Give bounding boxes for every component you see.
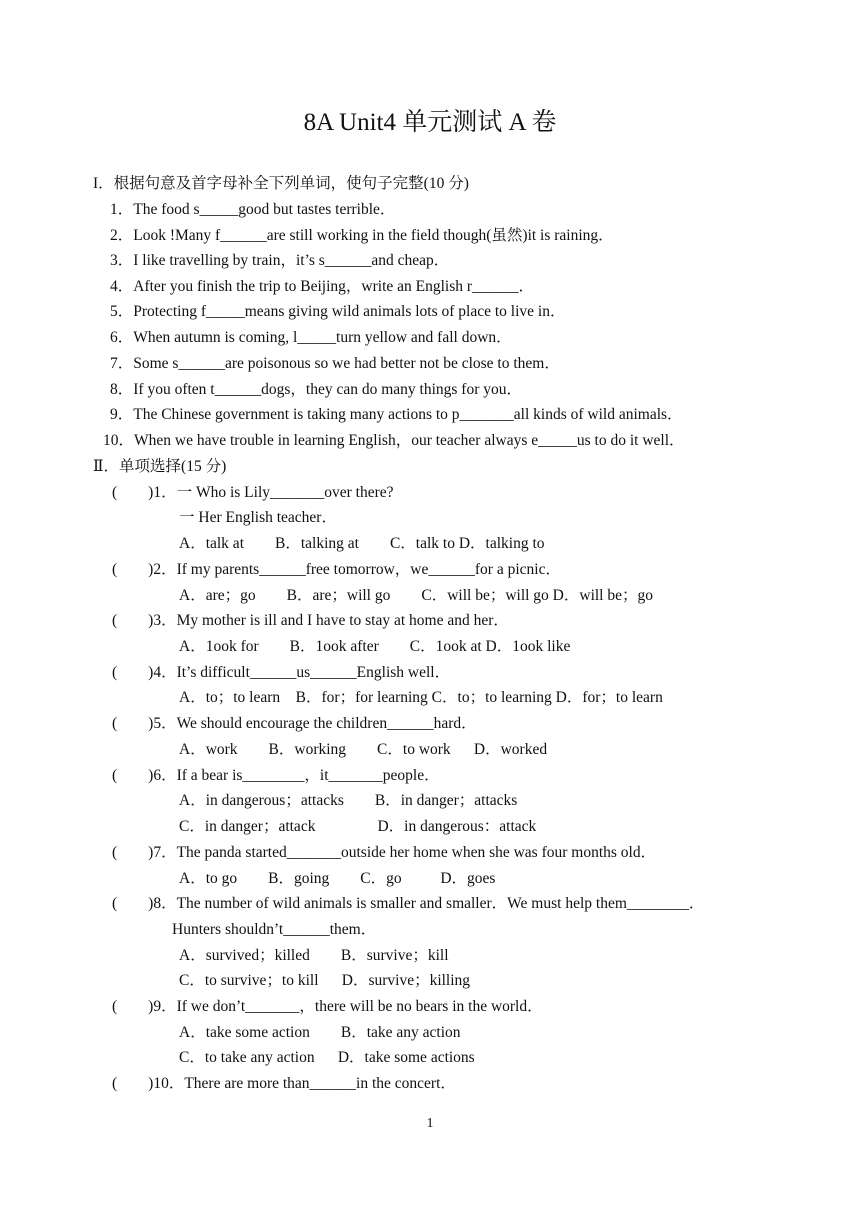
choice-question-6-options-ab: A．in dangerous；attacks B．in danger；attacks <box>179 792 518 809</box>
fill-question-9: 9．The Chinese government is taking many actions to p_______all kinds of wild animals． <box>110 406 683 423</box>
choice-question-8: ( )8．The number of wild animals is smaller and smaller．We must help them________． <box>112 895 705 912</box>
fill-question-8: 8．If you often t______dogs，they can do many things for you． <box>110 381 522 398</box>
choice-question-9-options-ab: A．take some action B．take any action <box>179 1024 461 1041</box>
fill-question-2: 2．Look !Many f______are still working in the field though(虽然)it is raining． <box>110 227 614 244</box>
choice-question-5-options: A．work B．working C．to work D．worked <box>179 741 548 758</box>
choice-question-9-options-cd: C．to take any action D．take some actions <box>179 1049 475 1066</box>
choice-question-6: ( )6．If a bear is________，it_______people． <box>112 767 440 784</box>
choice-question-1: ( )1．一 Who is Lily_______over there? <box>112 484 394 501</box>
choice-question-8-options-cd: C．to survive；to kill D．survive；killing <box>179 972 471 989</box>
choice-question-8-options-ab: A．survived；killed B．survive；kill <box>179 947 449 964</box>
choice-question-6-options-cd: C．in danger；attack D．in dangerous：attack <box>179 818 537 835</box>
fill-question-4: 4．After you finish the trip to Beijing，write an English r______． <box>110 278 535 295</box>
choice-question-3: ( )3．My mother is ill and I have to stay at home and her． <box>112 612 509 629</box>
choice-question-2-options: A．are；go B．are；will go C．will be；will go D．will be；go <box>179 587 653 604</box>
choice-question-4-options: A．to；to learn B．for；for learning C．to；to learning D．for；to learn <box>179 689 663 706</box>
section-1-heading: I．根据句意及首字母补全下列单词，使句子完整(10 分) <box>93 175 469 192</box>
fill-question-10: 10．When we have trouble in learning English，our teacher always e_____us to do it well． <box>103 432 685 449</box>
choice-question-1-options: A．talk at B．talking at C．talk to D．talking to <box>179 535 545 552</box>
page-title: 8A Unit4 单元测试 A 卷 <box>303 109 557 136</box>
choice-question-7: ( )7．The panda started_______outside her home when she was four months old． <box>112 844 657 861</box>
page-number: 1 <box>426 1116 434 1131</box>
choice-question-10: ( )10．There are more than______in the concert． <box>112 1075 456 1092</box>
fill-question-3: 3．I like travelling by train，it’s s______and cheap． <box>110 252 450 269</box>
fill-question-7: 7．Some s______are poisonous so we had better not be close to them． <box>110 355 560 372</box>
choice-question-5: ( )5．We should encourage the children______hard． <box>112 715 477 732</box>
choice-question-3-options: A．1ook for B．1ook after C．1ook at D．1ook like <box>179 638 571 655</box>
fill-question-1: 1．The food s_____good but tastes terrible． <box>110 201 396 218</box>
choice-question-9: ( )9．If we don’t_______，there will be no bears in the world． <box>112 998 543 1015</box>
choice-question-8-continued: Hunters shouldn’t______them． <box>172 921 377 938</box>
choice-question-1-dialogue: 一 Her English teacher． <box>179 509 337 526</box>
fill-question-6: 6．When autumn is coming, l_____turn yellow and fall down． <box>110 329 512 346</box>
choice-question-7-options: A．to go B．going C．go D．goes <box>179 870 496 887</box>
fill-question-5: 5．Protecting f_____means giving wild animals lots of place to live in． <box>110 303 566 320</box>
section-2-heading: Ⅱ．单项选择(15 分) <box>93 458 227 475</box>
choice-question-4: ( )4．It’s difficult______us______English well． <box>112 664 451 681</box>
choice-question-2: ( )2．If my parents______free tomorrow，we______for a picnic． <box>112 561 561 578</box>
